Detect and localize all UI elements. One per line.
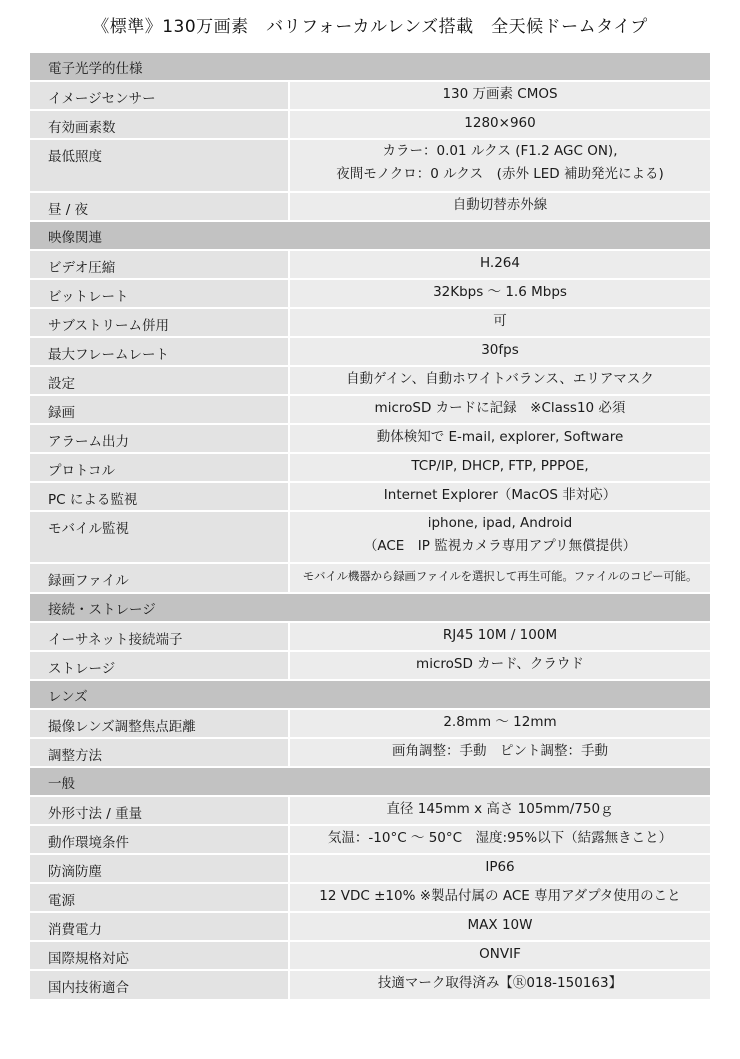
spec-row-recorded-files [30, 564, 710, 592]
spec-row-adjustment [30, 739, 710, 766]
spec-label: 国際規格対応 [30, 942, 288, 969]
spec-row-pc-monitoring [30, 483, 710, 510]
spec-value: カラー：0.01 ルクス (F1.2 AGC ON), 夜間モノクロ：0 ルクス (赤外 LED 補助発光による) [290, 140, 710, 191]
spec-row-day-night [30, 193, 710, 220]
spec-label: サブストリーム併用 [30, 309, 288, 336]
spec-value: 自動ゲイン、自動ホワイトバランス、エリアマスク [290, 367, 710, 394]
spec-value: H.264 [290, 251, 710, 278]
spec-row-image-sensor [30, 82, 710, 109]
spec-value: 動体検知で E-mail, explorer, Software [290, 425, 710, 452]
spec-label: イーサネット接続端子 [30, 623, 288, 650]
spec-row-focal-length [30, 710, 710, 737]
spec-row-bitrate [30, 280, 710, 307]
spec-value: iphone, ipad, Android （ACE IP 監視カメラ専用アプリ無償提供） [290, 512, 710, 562]
spec-label: 外形寸法 / 重量 [30, 797, 288, 824]
spec-label: 録画ファイル [30, 564, 288, 592]
spec-value: RJ45 10M / 100M [290, 623, 710, 650]
spec-value: microSD カードに記録 ※Class10 必須 [290, 396, 710, 423]
spec-row-domestic-compliance [30, 971, 710, 999]
spec-row-settings [30, 367, 710, 394]
spec-row-ethernet [30, 623, 710, 650]
spec-label: 有効画素数 [30, 111, 288, 138]
spec-label: 調整方法 [30, 739, 288, 766]
spec-label: ビデオ圧縮 [30, 251, 288, 278]
section-header-storage: 接続・ストレージ [30, 594, 710, 621]
spec-row-power-supply [30, 884, 710, 911]
spec-value: IP66 [290, 855, 710, 882]
spec-value: 130 万画素 CMOS [290, 82, 710, 109]
spec-label: 撮像レンズ調整焦点距離 [30, 710, 288, 737]
spec-label: 最低照度 [30, 140, 288, 191]
spec-label: 電源 [30, 884, 288, 911]
spec-label: 動作環境条件 [30, 826, 288, 853]
spec-label: イメージセンサー [30, 82, 288, 109]
spec-value: 2.8mm ～ 12mm [290, 710, 710, 737]
spec-row-dimensions [30, 797, 710, 824]
spec-value: MAX 10W [290, 913, 710, 940]
spec-label: ストレージ [30, 652, 288, 679]
spec-label: 消費電力 [30, 913, 288, 940]
spec-row-min-illumination [30, 140, 710, 191]
spec-value: 30fps [290, 338, 710, 365]
spec-table [30, 53, 710, 1001]
spec-label: アラーム出力 [30, 425, 288, 452]
section-header-general: 一般 [30, 768, 710, 795]
spec-row-storage [30, 652, 710, 679]
spec-label: 録画 [30, 396, 288, 423]
spec-row-substream [30, 309, 710, 336]
spec-row-protocol [30, 454, 710, 481]
spec-label: 国内技術適合 [30, 971, 288, 999]
spec-row-alarm-output [30, 425, 710, 452]
spec-value: 自動切替赤外線 [290, 193, 710, 220]
spec-label: 昼 / 夜 [30, 193, 288, 220]
spec-row-effective-pixels [30, 111, 710, 138]
spec-value: 気温：-10°C ～ 50°C 湿度:95%以下（結露無きこと） [290, 826, 710, 853]
spec-value: 直径 145mm x 高さ 105mm/750ｇ [290, 797, 710, 824]
spec-value: 可 [290, 309, 710, 336]
spec-value: モバイル機器から録画ファイルを選択して再生可能。ファイルのコピー可能。 [290, 564, 710, 592]
spec-label: プロトコル [30, 454, 288, 481]
spec-row-operating-env [30, 826, 710, 853]
spec-label: ビットレート [30, 280, 288, 307]
spec-label: 設定 [30, 367, 288, 394]
spec-row-max-framerate [30, 338, 710, 365]
spec-row-mobile-monitoring [30, 512, 710, 562]
spec-row-international-standard [30, 942, 710, 969]
section-header-lens: レンズ [30, 681, 710, 708]
spec-label: PC による監視 [30, 483, 288, 510]
spec-row-video-compression [30, 251, 710, 278]
spec-row-power-consumption [30, 913, 710, 940]
spec-label: 最大フレームレート [30, 338, 288, 365]
spec-value: Internet Explorer（MacOS 非対応） [290, 483, 710, 510]
spec-value: TCP/IP, DHCP, FTP, PPPOE, [290, 454, 710, 481]
spec-value: 技適マーク取得済み【Ⓡ018-150163】 [290, 971, 710, 999]
spec-value: 12 VDC ±10% ※製品付属の ACE 専用アダプタ使用のこと [290, 884, 710, 911]
section-header-video: 映像関連 [30, 222, 710, 249]
spec-label: 防滴防塵 [30, 855, 288, 882]
spec-value: 画角調整：手動 ピント調整：手動 [290, 739, 710, 766]
section-header-optics: 電子光学的仕様 [30, 53, 710, 80]
page-title: 《標準》130万画素 バリフォーカルレンズ搭載 全天候ドームタイプ [92, 17, 648, 37]
spec-value: microSD カード、クラウド [290, 652, 710, 679]
spec-label: モバイル監視 [30, 512, 288, 562]
spec-value: 1280×960 [290, 111, 710, 138]
spec-value: ONVIF [290, 942, 710, 969]
spec-value: 32Kbps ～ 1.6 Mbps [290, 280, 710, 307]
spec-row-waterproof [30, 855, 710, 882]
spec-row-recording [30, 396, 710, 423]
